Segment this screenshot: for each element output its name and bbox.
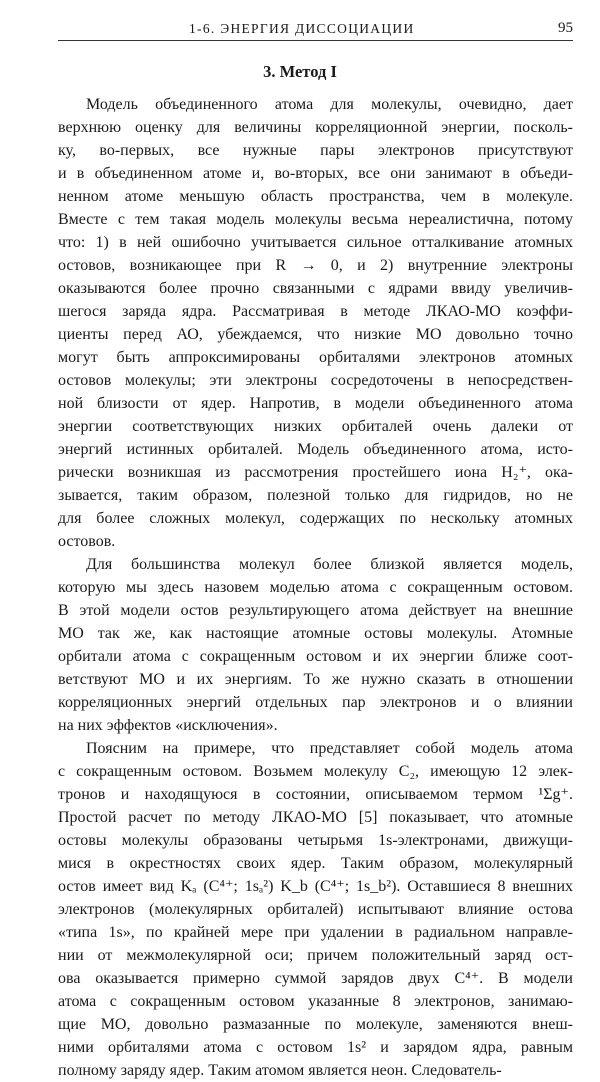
text-line: корреляционных энергий отдельных пар электронов и о влиянии — [58, 694, 573, 711]
section-title: 3. Метод I — [263, 62, 337, 81]
text-line: «типа 1s», по крайней мере при удалении в радиальном направле- — [58, 924, 573, 941]
text-line: энергий истинных орбиталей. Модель объединенного атома, исто- — [58, 441, 573, 458]
text-line: остовов молекулы; эти электроны сосредоточены в непосредствен- — [58, 372, 573, 389]
text-line: ветствуют МО и их энергиям. То же нужно сказать в отношении — [58, 671, 573, 688]
text-line: орбитали атома с сокращенным остовом и их энергии ближе соот- — [58, 648, 573, 665]
running-title: 1-6. ЭНЕРГИЯ ДИССОЦИАЦИИ — [189, 21, 415, 36]
text-line: остовов. — [58, 533, 116, 550]
text-line: верхнюю оценку для величины корреляционной энергии, посколь- — [58, 119, 573, 136]
text-line: рически возникшая из рассмотрения простейшего иона H₂⁺, ока- — [58, 464, 573, 481]
text-line: энергии соответствующих низких орбиталей очень далеки от — [58, 418, 573, 435]
text-line: на них эффектов «исключения». — [58, 717, 278, 734]
text-line: могут быть аппроксимированы орбиталями электронов атомных — [58, 349, 573, 366]
text-line: В этой модели остов результирующего атома действует на внешние — [58, 602, 573, 619]
text-line: ной близости от ядер. Напротив, в модели объединенного атома — [58, 395, 573, 412]
text-line: электронов (молекулярных орбиталей) испытывают влияние остова — [58, 901, 573, 918]
text-line: и в объединенном атоме и, во-вторых, все они занимают в объеди- — [58, 165, 573, 182]
header-rule — [58, 40, 573, 41]
text-line: что: 1) в ней ошибочно учитывается сильное отталкивание атомных — [58, 234, 573, 251]
text-line: оказываются более прочно связанными с ядрами ввиду увеличив- — [58, 280, 573, 297]
text-line: Простой расчет по методу ЛКАО-МО [5] показывает, что атомные — [58, 809, 573, 826]
text-line: Модель объединенного атома для молекулы, очевидно, дает — [86, 96, 573, 113]
page-number: 95 — [558, 20, 573, 36]
text-line: атома с сокращенным остовом указанные 8 электронов, занимаю- — [58, 993, 573, 1010]
text-line: ними орбиталями атома с остовом 1s² и зарядом ядра, равным — [58, 1039, 573, 1056]
text-line: мися в окрестностях своих ядер. Таким образом, молекулярный — [58, 855, 573, 872]
text-line: Для большинства молекул более близкой является модель, — [86, 556, 573, 573]
running-header — [58, 17, 573, 41]
text-line: остовов, возникающее при R → 0, и 2) внутренние электроны — [58, 257, 573, 274]
text-line: ку, во-первых, все нужные пары электронов присутствуют — [58, 142, 573, 159]
text-line: Вместе с тем такая модель молекулы весьма нереалистична, потому — [58, 211, 573, 228]
text-line: Поясним на примере, что представляет собой модель атома — [86, 740, 573, 757]
text-line: для более сложных молекул, содержащих по нескольку атомных — [58, 510, 573, 527]
text-line: МО так же, как настоящие атомные остовы молекулы. Атомные — [58, 625, 573, 642]
text-line: ненном атоме меньшую область пространства, чем в молекуле. — [58, 188, 573, 205]
text-line: зывается, таким образом, полезной только для гидридов, но не — [58, 487, 573, 504]
text-line: остовы молекулы образованы четырьмя 1s-электронами, движущи- — [58, 832, 573, 849]
text-line: полному заряду ядер. Таким атомом является неон. Следователь- — [58, 1062, 502, 1079]
text-line: щие МО, довольно размазанные по молекуле, заменяются внеш- — [58, 1016, 573, 1033]
text-line: ова оказывается примерно суммой зарядов двух C⁴⁺. В модели — [58, 970, 573, 987]
text-line: остов имеет вид Kₐ (C⁴⁺; 1sₐ²) K_b (C⁴⁺; 1s_b²). Оставшиеся 8 внешних — [58, 878, 573, 895]
paragraph — [58, 93, 573, 553]
text-line: тронов и находящуюся в состоянии, описываемом термом ¹Σg⁺. — [58, 786, 573, 803]
text-line: шегося заряда ядра. Рассматривая в методе ЛКАО-МО коэффи- — [58, 303, 573, 320]
text-line: которую мы здесь назовем моделью атома с сокращенным остовом. — [58, 579, 573, 596]
text-line: циенты перед АО, убеждаемся, что низкие МО довольно точно — [58, 326, 573, 343]
body-text — [58, 93, 573, 1082]
paragraph — [58, 737, 573, 1082]
text-line: с сокращенным остовом. Возьмем молекулу C₂, имеющую 12 элек- — [58, 763, 573, 780]
text-line: нии от межмолекулярной оси; причем положительный заряд ост- — [58, 947, 573, 964]
paragraph — [58, 553, 573, 737]
